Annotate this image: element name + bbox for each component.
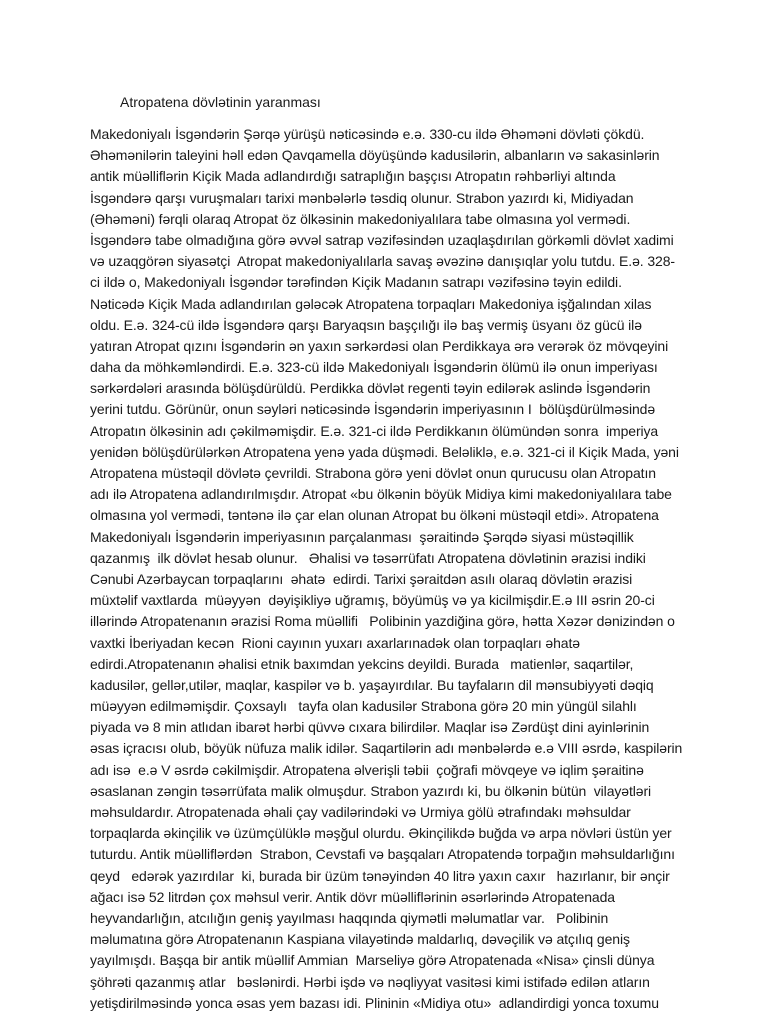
paragraph-line: yatıran Atropat qızını İsgəndərin ən yaxın sərkərdəsi olan Perdikkaya ərə verərək öz mövqeyini — [90, 337, 669, 354]
paragraph-line: İsgəndərə tabe olmadığına görə əvvəl satrap vəzifəsindən uzaqlaşdırılan görkəmli dövlət xadimi — [90, 231, 674, 248]
paragraph-line: yayılmışdı. Başqa bir antik müəllif Ammian Marseliyə görə Atropatenada «Nisa» çinsli dünya — [90, 952, 655, 969]
paragraph-line: Atropatın ölkəsinin adı çəkilməmişdir. E.ə. 321-ci ildə Perdikkanın ölümündən sonra imperiya — [90, 422, 659, 439]
paragraph-line: daha da möhkəmləndirdi. E.ə. 323-cü ildə Makedoniyalı İsgəndərin ölümü ilə onun imperiyası — [90, 359, 658, 376]
paragraph-line: oldu. E.ə. 324-cü ildə İsgəndərə qarşı Baryaqsın başçılığı ilə baş vermiş üsyanı öz gücü ilə — [90, 316, 642, 333]
paragraph-line: Nəticədə Kiçik Mada adlandırılan gələcək Atropatena torpaqları Makedoniya işğalından xilas — [90, 295, 652, 312]
paragraph-line: heyvandarlığın, atcılığın geniş yayılması haqqında qiymətli məlumatlar var. Polibinin — [90, 909, 609, 926]
paragraph-line: Makedoniyalı İsgəndərin Şərqə yürüşü nəticəsində e.ə. 330-cu ildə Əhəməni dövləti çökdü. — [90, 126, 645, 142]
paragraph-line: məlumatına görə Atropatenanın Kaspiana vilayətində maldarlıq, dəvəçilik və atçılıq geniş — [90, 931, 630, 948]
paragraph-line: ci ildə o, Makedoniyalı İsgəndər tərəfindən Kiçik Madanın satrapı vəzifəsinə təyin edildi. — [90, 274, 622, 291]
paragraph-line: yetişdirilməsində yonca əsas yem bazası idi. Plininin «Midiya otu» adlandirdigi yonca toxumu — [90, 994, 659, 1011]
paragraph-line: şöhrəti qazanmış atlar bəslənirdi. Hərbi işdə və nəqliyyat vasitəsi kimi istifadə edilən atların — [90, 973, 650, 990]
paragraph-line: adı isə e.ə V əsrdə cəkilmişdir. Atropatena əlverişli təbii çoğrafi mövqeye və iqlim şəraitinə — [90, 761, 644, 778]
paragraph-line: piyada və 8 min atlıdan ibarət hərbi qüvvə cıxara bilirdilər. Maqlar isə Zərdüşt dini ayinlərinin — [90, 719, 650, 736]
paragraph-line: Əhəmənilərin taleyini həll edən Qavqamella döyüşündə kadusilərin, albanların və sakasinlərin — [90, 147, 660, 164]
paragraph-line: tuturdu. Antik müəlliflərdən Strabon, Cevstafi və başqaları Atropatendə torpağın məhsuldarlığını — [90, 846, 675, 863]
paragraph-line: Cənubi Azərbaycan torpaqlarını əhatə edirdi. Tarixi şəraitdən asılı olaraq dövlətin ərazisi — [90, 570, 633, 587]
paragraph-line: əsas içracısı olub, böyük nüfuza malik idilər. Saqartilərin adı mənbələrdə e.ə VIII əsrdə, kaspilərin — [90, 740, 683, 757]
paragraph-line: İsgəndərə qarşı vuruşmaları tarixi mənbələrlə təsdiq olunur. Strabon yazırdı ki, Midiyadan — [90, 189, 634, 206]
paragraph-line: yerini tutdu. Görünür, onun səyləri nəticəsində İsgəndərin imperiyasının I bölüşdürülməsində — [90, 401, 656, 418]
paragraph-line: antik müəlliflərin Kiçik Mada adlandırdığı satraplığın başçısı Atropatın rəhbərliyi altında — [90, 168, 616, 185]
paragraph-line: müəyyən edilməmişdir. Çoxsaylı tayfa olan kadusilər Strabona görə 20 min yüngül silahlı — [90, 698, 637, 715]
paragraph-line: edirdi.Atropatenanın əhalisi etnik baxımdan yekcins deyildi. Burada matienlər, saqartilər, — [90, 655, 634, 672]
paragraph-line: ağacı isə 52 litrdən çox məhsul verir. Antik dövr müəlliflərinin əsərlərində Atropatenada — [90, 888, 615, 905]
paragraph-line: qeyd edərək yazırdılar ki, burada bir üzüm tənəyindən 40 litrə yaxın caxır hazırlanır, bir ənçir — [90, 867, 670, 884]
paragraph-line: məhsuldardır. Atropatenada əhali çay vadilərindəki və Urmiya gölü ətrafındakı məhsuldar — [90, 804, 631, 820]
document-title: Atropatena dövlətinin yaranması — [120, 94, 321, 110]
paragraph-line: adı ilə Atropatena adlandırılmışdır. Atropat «bu ölkənin böyük Midiya kimi makedoniyalılara tabe — [90, 486, 672, 503]
paragraph-line: illərində Atropatenanın ərazisi Roma müəllifi Polibinin yazdiğina görə, hətta Xəzər dənizindən o — [90, 613, 675, 630]
paragraph-line: vaxtki İberiyadan kecən Rioni cayının yuxarı axarlarınadək olan torpaqları əhatə — [90, 634, 580, 651]
paragraph-line: torpaqlarda əkinçilik və üzümçülüklə məşğul olurdu. Əkinçilikdə buğda və arpa növləri üstün yer — [90, 825, 672, 842]
paragraph-line: Makedoniyalı İsgəndərin imperiyasının parçalanması şəraitində Şərqdə siyasi müstəqillik — [90, 528, 634, 545]
paragraph-line: müxtəlif vaxtlarda müəyyən dəyişikliyə uğramış, böyümüş və ya kicilmişdir.E.ə III əsrin 20-ci — [90, 592, 655, 609]
paragraph-line: kadusilər, gellər,utilər, maqlar, kaspilər və b. yaşayırdılar. Bu tayfaların dil mənsubiyyəti dəqiq — [90, 676, 654, 693]
paragraph-line: sərkərdələri arasında bölüşdürüldü. Perdikka dövlət regenti təyin edilərək aslində İsgəndərin — [90, 380, 651, 397]
paragraph-line: və uzaqgörən siyasətçi Atropat makedoniyalılarla savaş əvəzinə danışıqlar yolu tutdu. E.ə. 328- — [90, 253, 675, 270]
paragraph-line: qazanmış ilk dövlət hesab olunur. Əhalisi və təsərrüfatı Atropatena dövlətinin ərazisi indiki — [90, 549, 646, 566]
paragraph-line: olmasına yol vermədi, təntənə ilə çar elan olunan Atropat bu ölkəni müstəqil etdi». Atropatena — [90, 507, 659, 524]
paragraph-line: (Əhəməni) fərqli olaraq Atropat öz ölkəsinin makedoniyalılara tabe olmasına yol vermədi. — [90, 210, 631, 227]
paragraph-line: Atropatena müstəqil dövlətə çevrildi. Strabona görə yeni dövlət onun qurucusu olan Atropatın — [90, 465, 656, 481]
document-body — [90, 124, 690, 1014]
paragraph-line: əsaslanan zəngin təsərrüfata malik olmuşdur. Strabon yazırdı ki, bu ölkənin bütün vilayətləri — [90, 782, 652, 799]
paragraph-line: yenidən bölüşdürülərkən Atropatena yenə yada düşmədi. Beləliklə, e.ə. 321-ci il Kiçik Mada, yəni — [90, 443, 679, 460]
